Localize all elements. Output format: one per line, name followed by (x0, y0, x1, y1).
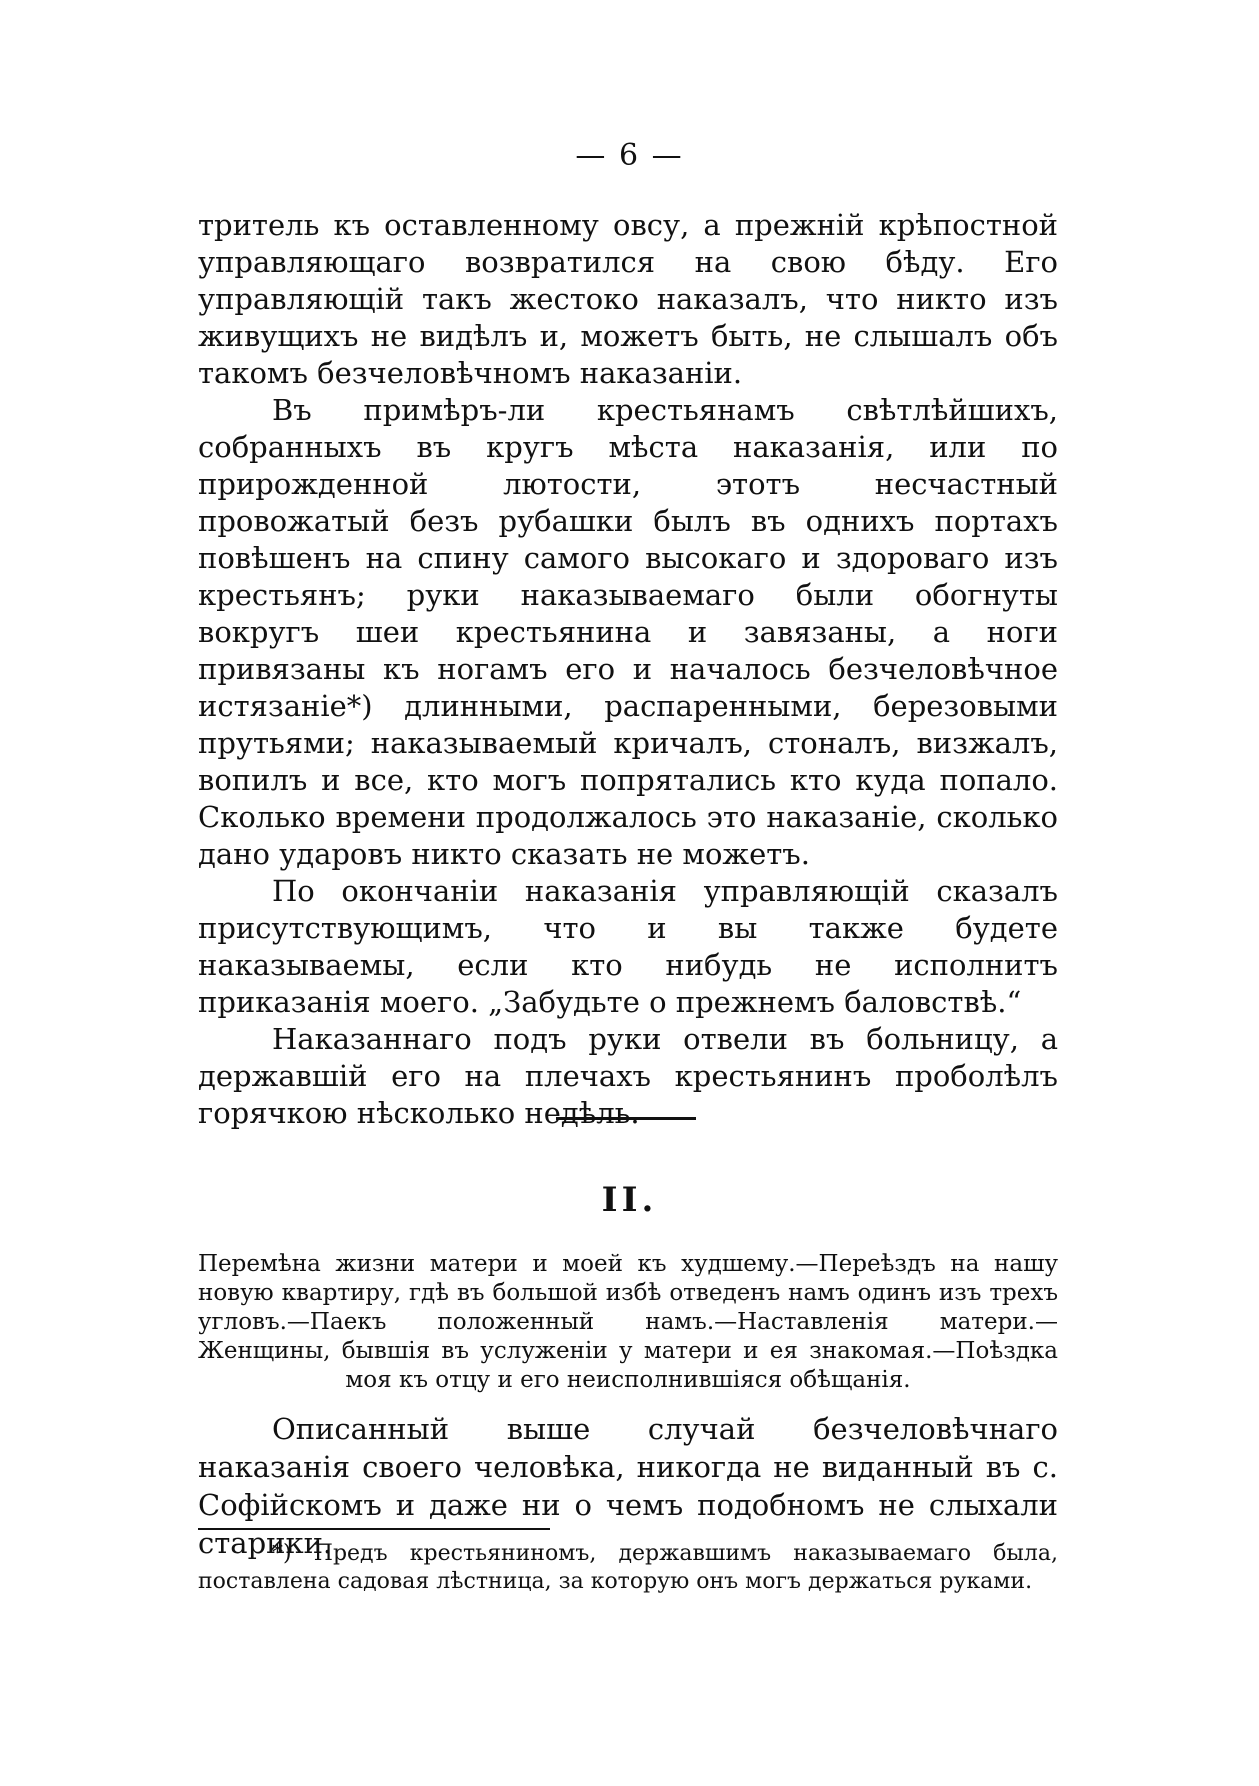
paragraph-warning: По окончаніи наказанія управляющій сказалъ присутствующимъ, что и вы также будете наказываемы, если кто нибудь не исполнитъ приказанія моего. „Забудьте о прежнемъ баловствѣ.“ (198, 874, 1058, 1019)
chapter-number: II. (601, 1180, 658, 1220)
main-text (198, 207, 1058, 1132)
paragraph-continuation: тритель къ оставленному овсу, а прежній крѣпостной управляющаго возвратился на свою бѣду. Его управляющій такъ жестоко наказалъ, что никто изъ живущихъ не видѣлъ и, можетъ быть, не слышалъ объ такомъ безчеловѣчномъ наказаніи. (198, 208, 1058, 390)
chapter-summary: Перемѣна жизни матери и моей къ худшему.—Переѣздъ на нашу новую квартиру, гдѣ въ большой избѣ отведенъ намъ одинъ изъ трехъ угловъ.—Паекъ положенный намъ.—Наставленія матери.—Женщины, бывшія въ услуженіи у матери и ея знакомая.—Поѣздка моя къ отцу и его неисполнившіяся обѣщанія. (198, 1251, 1058, 1393)
footnote-divider (198, 1528, 550, 1530)
chapter-first-paragraph: Описанный выше случай безчеловѣчнаго наказанія своего человѣка, никогда не виданный въ с. Софійскомъ и даже ни о чемъ подобномъ не слыхали старики. (198, 1412, 1058, 1560)
section-divider (556, 1117, 696, 1120)
page-number: — 6 — (575, 138, 684, 173)
paragraph-hospital: Наказаннаго подъ руки отвели въ больницу, а державшій его на плечахъ крестьянинъ проболѣлъ горячкою нѣсколько недѣль. (198, 1022, 1058, 1130)
paragraph-punishment: Въ примѣръ-ли крестьянамъ свѣтлѣйшихъ, собранныхъ въ кругъ мѣста наказанія, или по прирожденной лютости, этотъ несчастный провожатый безъ рубашки былъ въ однихъ портахъ повѣшенъ на спину самого высокаго и здороваго изъ крестьянъ; руки наказываемаго были обогнуты вокругъ шеи крестьянина и завязаны, а ноги привязаны къ ногамъ его и началось безчеловѣчное истязаніе*) длинными, распаренными, березовыми прутьями; наказываемый кричалъ, стоналъ, визжалъ, вопилъ и все, кто могъ попрятались кто куда попало. Сколько времени продолжалось это наказаніе, сколько дано ударовъ никто сказать не можетъ. (198, 393, 1058, 871)
footnote: *) Предъ крестьяниномъ, державшимъ наказываемаго была, поставлена садовая лѣстница, за которую онъ могъ держаться руками. (198, 1541, 1058, 1594)
